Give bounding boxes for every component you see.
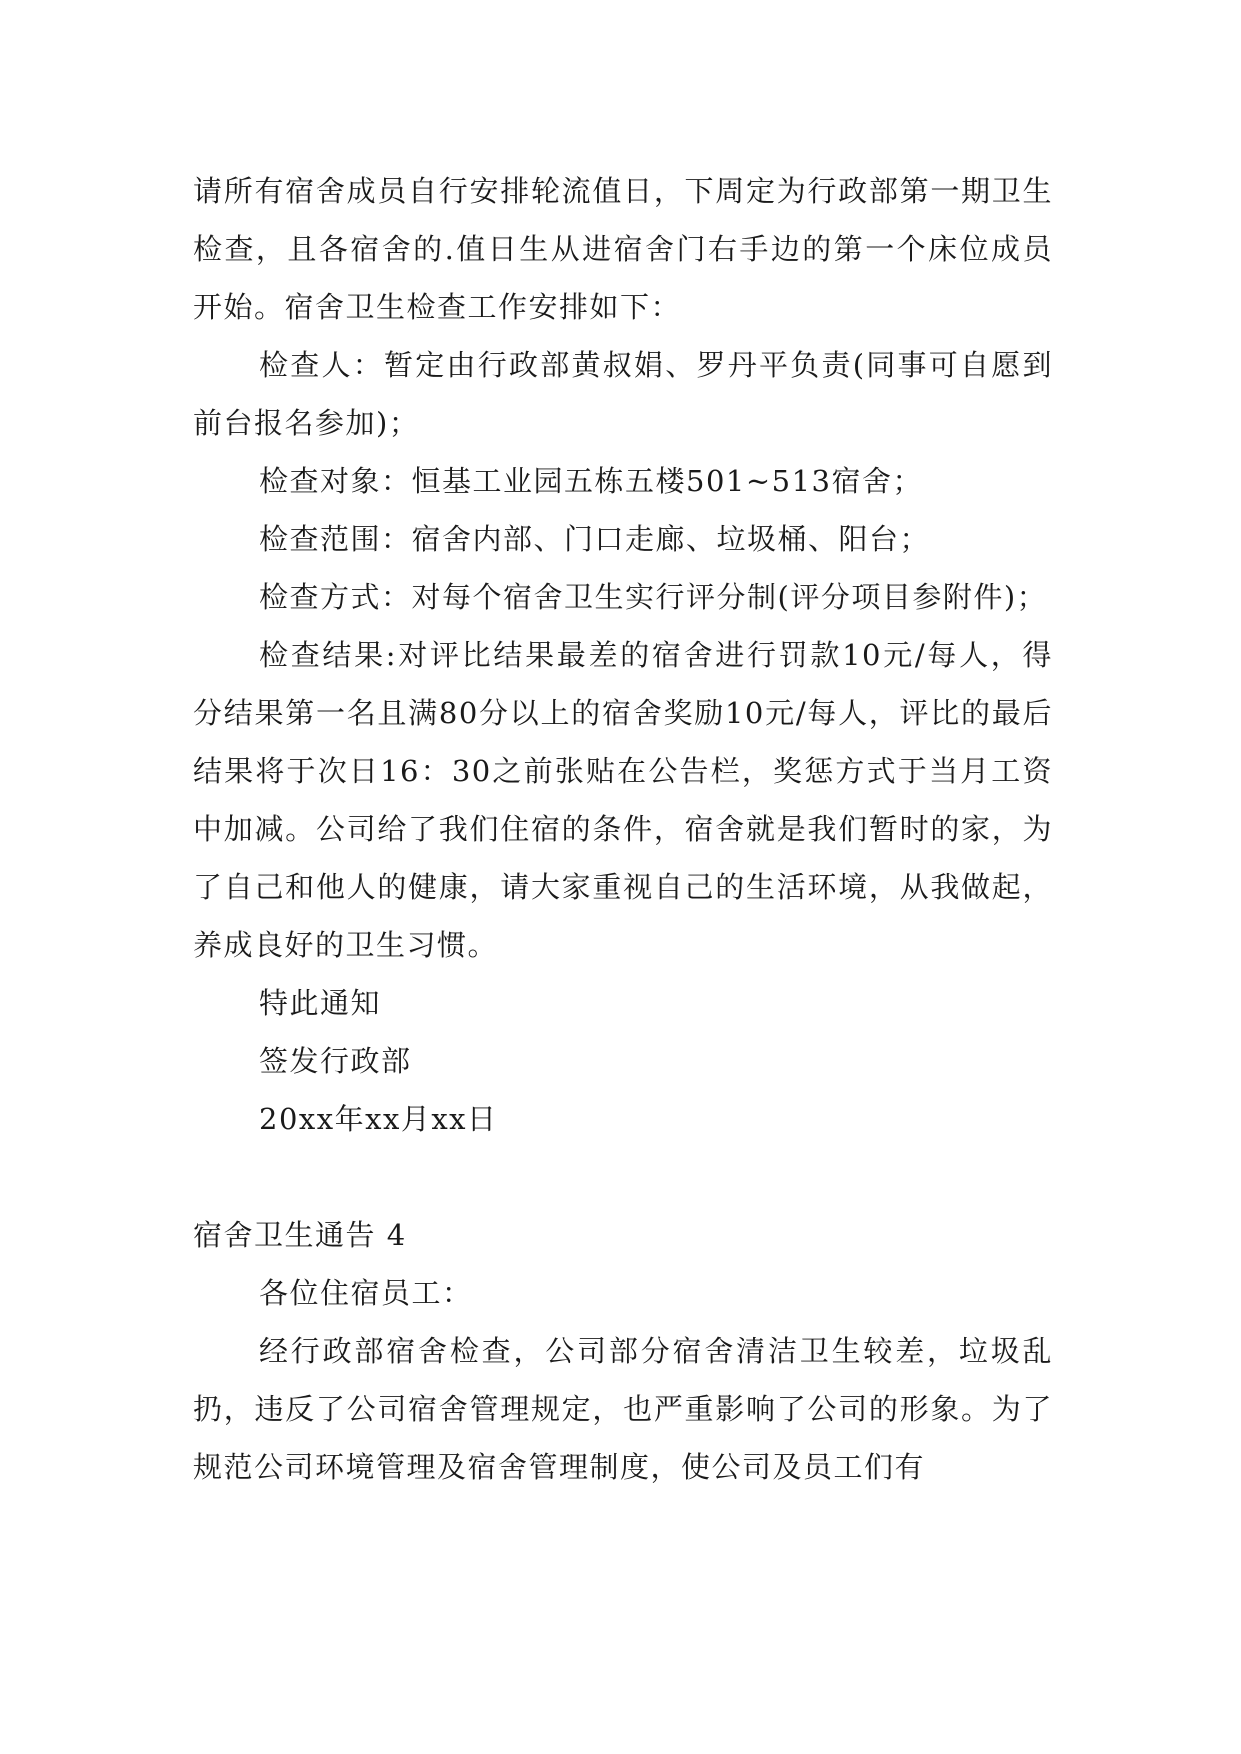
section-spacer — [193, 1148, 1053, 1206]
paragraph-inspection-result: 检查结果:对评比结果最差的宿舍进行罚款10元/每人，得分结果第一名且满80分以上的宿舍奖励10元/每人，评比的最后结果将于次日16：30之前张贴在公告栏，奖惩方式于当月工资中加减。公司给了我们住宿的条件，宿舍就是我们暂时的家，为了自己和他人的健康，请大家重视自己的生活环境，从我做起，养成良好的卫生习惯。 — [193, 638, 1053, 962]
paragraph-inspection-scope: 检查范围：宿舍内部、门口走廊、垃圾桶、阳台； — [259, 522, 931, 556]
document-page — [193, 162, 1053, 1496]
closing-notice: 特此通知 — [259, 986, 382, 1020]
paragraph-duty-arrangement: 请所有宿舍成员自行安排轮流值日，下周定为行政部第一期卫生检查，且各宿舍的.值日生从进宿舍门右手边的第一个床位成员开始。宿舍卫生检查工作安排如下： — [193, 174, 1053, 324]
paragraph-inspector: 检查人：暂定由行政部黄叔娟、罗丹平负责(同事可自愿到前台报名参加)； — [193, 348, 1053, 440]
closing-date: 20xx年xx月xx日 — [259, 1102, 498, 1136]
section-body: 经行政部宿舍检查，公司部分宿舍清洁卫生较差，垃圾乱扔，违反了公司宿舍管理规定，也严重影响了公司的形象。为了规范公司环境管理及宿舍管理制度，使公司及员工们有 — [193, 1334, 1053, 1484]
paragraph-inspection-target: 检查对象：恒基工业园五栋五楼501~513宿舍； — [259, 464, 924, 498]
section-title: 宿舍卫生通告 4 — [193, 1218, 407, 1252]
closing-issuer: 签发行政部 — [259, 1044, 412, 1078]
section-greeting: 各位住宿员工： — [259, 1276, 473, 1310]
paragraph-inspection-method: 检查方式：对每个宿舍卫生实行评分制(评分项目参附件)； — [259, 580, 1048, 614]
